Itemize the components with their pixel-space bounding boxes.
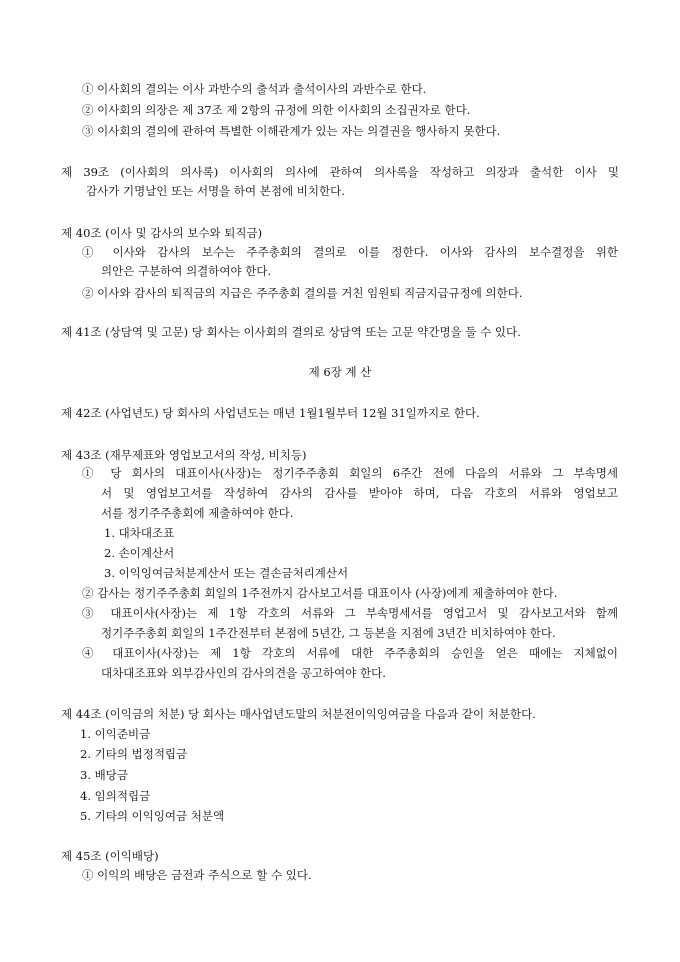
article-43-paragraph-4-line-1: ④ 대표이사(사장)는 제 1항 각호의 서류에 대한 주주총회의 승인을 얻은 때에는 지체없이 [82, 646, 618, 660]
article-45-paragraph-1: ① 이익의 배당은 금전과 주식으로 할 수 있다. [82, 868, 312, 882]
article-40-heading: 제 40조 (이사 및 감사의 보수와 퇴직금) [61, 226, 263, 240]
article-43-item-2: 2. 손이계산서 [104, 546, 175, 560]
article-38-paragraph-2: ② 이사회의 의장은 제 37조 제 2항의 규정에 의한 이사회의 소집권자로 한다. [82, 103, 471, 117]
article-43-paragraph-1-line-3: 서를 정기주주총회에 제출하여야 한다. [101, 506, 294, 520]
article-40-paragraph-1-line-1: ① 이사와 감사의 보수는 주주총회의 결의로 이를 정한다. 이사와 감사의 보수결정을 위한 [82, 245, 618, 259]
article-38-paragraph-3: ③ 이사회의 결의에 관하여 특별한 이해관계가 있는 자는 의결권을 행사하지 못한다. [82, 124, 501, 138]
article-43-paragraph-2: ② 감사는 정기주주총회 회일의 1주전까지 감사보고서를 대표이사 (사장)에게 제출하여야 한다. [82, 586, 558, 600]
article-43-paragraph-3-line-2: 정기주주총회 회일의 1주간전부터 본점에 5년간, 그 등본을 지점에 3년간 비치하여야 한다. [101, 626, 556, 640]
article-43-item-3: 3. 이익잉여금처분계산서 또는 결손금처리계산서 [104, 566, 349, 580]
article-39-line-1: 제 39조 (이사회의 의사록) 이사회의 의사에 관하여 의사록을 작성하고 의장과 출석한 이사 및 [61, 165, 619, 179]
article-43-item-1: 1. 대차대조표 [104, 526, 175, 540]
article-38-paragraph-1: ① 이사회의 결의는 이사 과반수의 출석과 출석이사의 과반수로 한다. [82, 82, 427, 96]
article-43-heading: 제 43조 (재무제표와 영업보고서의 작성, 비치등) [61, 448, 307, 462]
article-43-paragraph-3-line-1: ③ 대표이사(사장)는 제 1항 각호의 서류와 그 부속명세서를 영업고서 및 감사보고서와 함께 [82, 606, 618, 620]
article-44-item-3: 3. 배당금 [80, 768, 128, 782]
article-44-item-5: 5. 기타의 이익잉여금 처분액 [80, 809, 225, 823]
article-44-item-2: 2. 기타의 법정적립금 [80, 747, 188, 761]
article-42: 제 42조 (사업년도) 당 회사의 사업년도는 매년 1월1월부터 12월 31일까지로 한다. [61, 406, 480, 420]
article-44-item-1: 1. 이익준비금 [80, 727, 151, 741]
article-39-line-2: 감사가 기명날인 또는 서명을 하여 본점에 비치한다. [86, 184, 345, 198]
article-40-paragraph-1-line-2: 의안은 구분하여 의결하여야 한다. [101, 264, 272, 278]
article-44: 제 44조 (이익금의 처분) 당 회사는 매사업년도말의 처분전이익잉여금을 다음과 같이 처분한다. [61, 707, 536, 721]
article-44-item-4: 4. 임의적립금 [80, 789, 151, 803]
article-43-paragraph-1-line-1: ① 당 회사의 대표이사(사장)는 정기주주총회 회일의 6주간 전에 다음의 서류와 그 부속명세 [82, 466, 618, 480]
article-40-paragraph-2: ② 이사와 감사의 퇴직금의 지급은 주주총회 결의를 거친 임원퇴 직금지급규정에 의한다. [82, 286, 523, 300]
chapter-6-title: 제 6장 계 산 [308, 365, 372, 379]
article-41: 제 41조 (상담역 및 고문) 당 회사는 이사회의 결의로 상담역 또는 고문 약간명을 둘 수 있다. [61, 325, 521, 339]
article-45-heading: 제 45조 (이익배당) [61, 849, 159, 863]
article-43-paragraph-1-line-2: 서 및 영업보고서를 작성하여 감사의 감사를 받아야 하며, 다음 각호의 서류와 영업보고 [101, 486, 618, 500]
article-43-paragraph-4-line-2: 대차대조표와 외부감사인의 감사의견을 공고하여야 한다. [101, 666, 386, 680]
